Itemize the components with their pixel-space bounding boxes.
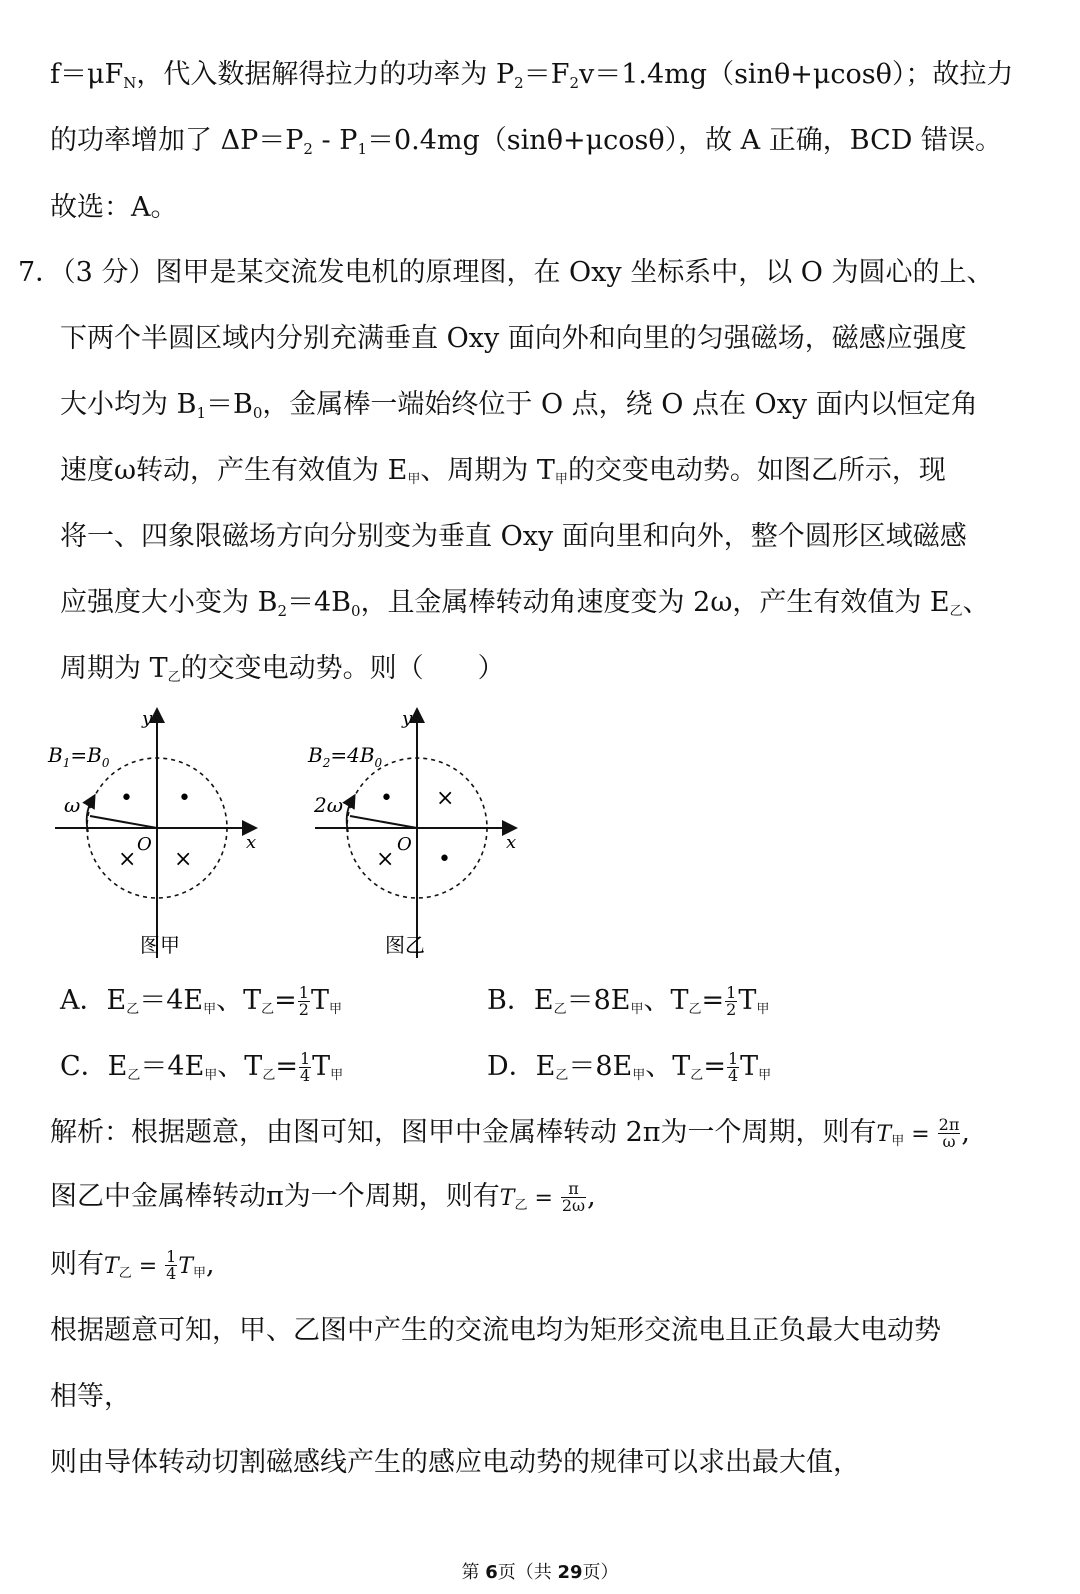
page-total: 29 [557, 1562, 583, 1583]
text: ＝F [523, 59, 570, 90]
fraction: $\frac{1}{2}$ [298, 983, 309, 1019]
dot-out-of-page: • [120, 786, 133, 811]
figure-jia [47, 708, 256, 958]
question-text: 大小均为 $B_1=B_0$，金属棒一端始终位于 O 点，绕 O 点在 Oxy 面内以恒定角 [60, 389, 978, 422]
analysis-line: 根据题意可知，甲、乙图中产生的交流电均为矩形交流电且正负最大电动势 [50, 1315, 941, 1346]
text: 的功率增加了 ΔP＝P [50, 125, 304, 156]
omega-label: ω [64, 793, 81, 817]
figure-diagrams [40, 700, 560, 970]
cross-into-page: × [436, 786, 455, 811]
metal-rod [90, 816, 157, 828]
option-a[interactable]: A．E乙＝4E甲、T乙= $\frac{1}{2}$ T甲 [60, 983, 343, 1019]
origin-label: O [137, 834, 152, 855]
option-c[interactable]: C．E乙＝4E甲、T乙= $\frac{1}{4}$ T甲 [60, 1049, 344, 1085]
analysis-line: 则有T乙 = $\frac{1}{4}$ T甲, [50, 1247, 215, 1283]
question-text: 下两个半圆区域内分别充满垂直 Oxy 面向外和向里的匀强磁场，磁感应强度 [60, 323, 967, 354]
option-b[interactable]: B．E乙＝8E甲、T乙= $\frac{1}{2}$ T甲 [487, 983, 770, 1019]
text-line [50, 58, 1013, 92]
b-label: $B_2=4B_0$ [308, 743, 383, 770]
subscript: 2 [569, 74, 579, 92]
text: ，代入数据解得拉力的功率为 P [136, 59, 515, 90]
fraction: $\frac{1}{4}$ [166, 1247, 177, 1283]
fraction: $\frac{1}{4}$ [299, 1049, 311, 1085]
metal-rod [350, 816, 417, 828]
text-line: 故选：A。 [50, 192, 178, 223]
text: ＝0.4mg（sinθ+μcosθ），故 A 正确，BCD 错误。 [366, 125, 1002, 156]
question-text: 将一、四象限磁场方向分别变为垂直 Oxy 面向里和向外，整个圆形区域磁感 [60, 521, 967, 552]
figure-yi [307, 708, 516, 958]
dot-out-of-page: • [380, 786, 393, 811]
fraction: $\frac{\pi}{2\omega}$ [561, 1179, 586, 1215]
text: v＝1.4mg（sinθ+μcosθ）；故拉力 [578, 59, 1014, 90]
cross-into-page: × [376, 847, 395, 872]
b-label: $B_1=B_0$ [48, 743, 110, 770]
figure-caption: 图乙 [385, 933, 425, 957]
page-footer: 第 6页（共 29页） [461, 1562, 619, 1583]
analysis-line: 解析：根据题意，由图可知，图甲中金属棒转动 2π为一个周期，则有T甲 = $\frac{2\pi}{\omega}$ , [50, 1115, 970, 1151]
x-label: x [246, 832, 257, 853]
text: - P [312, 125, 358, 156]
analysis-line: 则由导体转动切割磁感线产生的感应电动势的规律可以求出最大值， [50, 1447, 860, 1478]
x-label: x [506, 832, 517, 853]
subscript: 2 [303, 140, 313, 158]
question-text: 速度ω转动，产生有效值为 E甲、周期为 T甲的交变电动势。如图乙所示，现 [60, 455, 946, 487]
dot-out-of-page: • [178, 786, 191, 811]
subscript: 2 [514, 74, 524, 92]
text: f＝μF [50, 59, 124, 90]
y-label: y [142, 708, 153, 729]
subscript: N [123, 74, 137, 92]
analysis-line: 图乙中金属棒转动π为一个周期，则有T乙 = $\frac{\pi}{2\omega}$ , [50, 1179, 596, 1215]
page-number: 6 [485, 1562, 498, 1583]
fraction: $\frac{1}{4}$ [727, 1049, 739, 1085]
option-d[interactable]: D．E乙＝8E甲、T乙= $\frac{1}{4}$ T甲 [487, 1049, 772, 1085]
analysis-line: 相等， [50, 1381, 131, 1412]
omega-label: 2ω [314, 793, 344, 817]
question-text: 周期为 T乙的交变电动势。则（ ） [60, 653, 505, 685]
text-line [50, 124, 1002, 158]
subscript: 1 [357, 140, 367, 158]
cross-into-page: × [174, 847, 193, 872]
question-text: 应强度大小变为 $B_2=4B_0$，且金属棒转动角速度变为 2ω，产生有效值为 E乙、 [60, 587, 990, 620]
figure-caption: 图甲 [140, 933, 180, 957]
fraction: $\frac{1}{2}$ [726, 983, 737, 1019]
fraction: $\frac{2\pi}{\omega}$ [938, 1115, 960, 1151]
question-text: 7．（3 分）图甲是某交流发电机的原理图，在 Oxy 坐标系中，以 O 为圆心的上、 [18, 257, 994, 288]
y-label: y [402, 708, 413, 729]
origin-label: O [397, 834, 412, 855]
cross-into-page: × [118, 847, 137, 872]
dot-out-of-page: • [438, 847, 451, 872]
